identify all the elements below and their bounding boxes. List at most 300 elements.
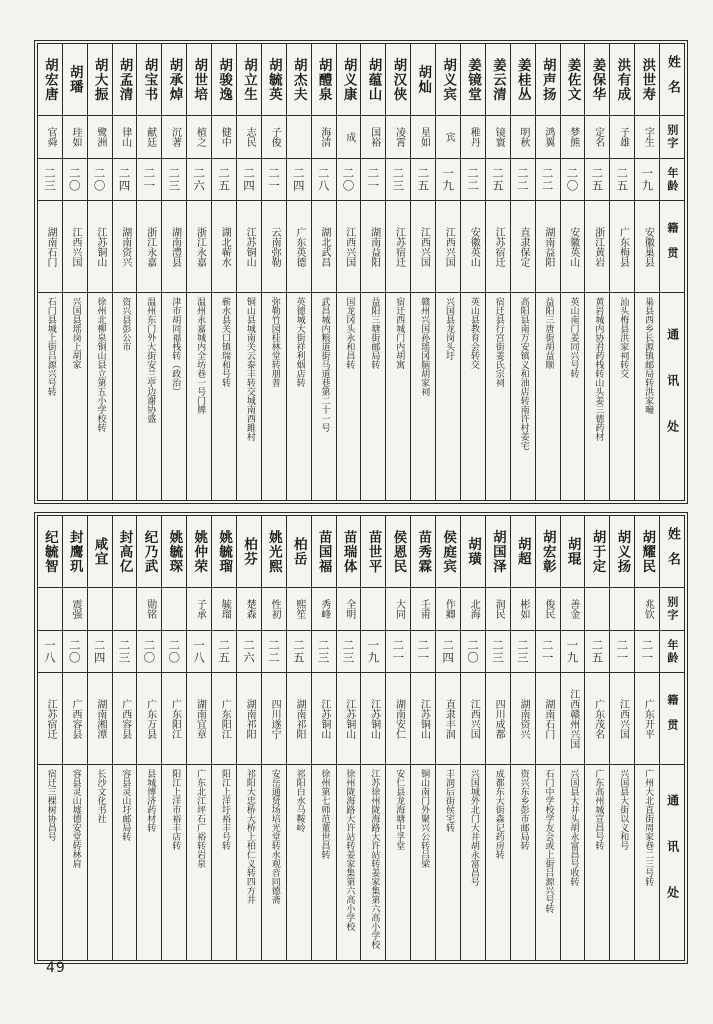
directory-entry-column — [609, 516, 634, 960]
entry-byname: 鹭洲 — [88, 116, 112, 159]
entry-name: 姚毓琛 — [162, 516, 186, 588]
entry-native: 湖北武昌 — [312, 201, 336, 293]
entry-name: 胡毓英 — [262, 44, 286, 116]
entry-name: 姚仲荣 — [187, 516, 211, 588]
entry-address: 铜山县城南关云泰丰转交城南西雎村 — [244, 297, 255, 441]
entry-address: 广东北江坪石广裕转岩泉 — [195, 769, 206, 868]
entry-name: 苗瑞体 — [337, 516, 361, 588]
entry-address: 国龙冈头永和昌转 — [344, 297, 355, 369]
entry-age: 二五 — [486, 159, 510, 201]
entry-native: 浙江黄岩 — [585, 201, 609, 293]
entry-native: 湖南石门 — [38, 201, 62, 293]
entry-name: 姜保华 — [585, 44, 609, 116]
entry-name: 胡大振 — [88, 44, 112, 116]
entry-byname: 震强 — [63, 588, 87, 631]
entry-native: 广东开平 — [635, 673, 659, 765]
entry-name: 胡灿 — [411, 44, 435, 116]
entry-age: 二〇 — [162, 631, 186, 673]
entry-name: 胡世培 — [187, 44, 211, 116]
entry-native: 云南弥勒 — [262, 201, 286, 293]
entry-name: 姜云清 — [486, 44, 510, 116]
entry-byname: 润民 — [486, 588, 510, 631]
entry-byname: 彬如 — [511, 588, 535, 631]
entry-age: 二五 — [287, 631, 311, 673]
entry-native: 湖南澧县 — [162, 201, 186, 293]
entry-age: 二五 — [610, 159, 634, 201]
entry-byname: 健中 — [212, 116, 236, 159]
entry-native: 直隶保定 — [511, 201, 535, 293]
directory-entry-column — [161, 516, 186, 960]
entry-byname: 植之 — [187, 116, 211, 159]
header-byname-label: 别字 — [660, 116, 684, 159]
entry-address: 兴国城外北门大井胡永富昌号 — [468, 769, 479, 886]
entry-native: 直隶丰润 — [436, 673, 460, 765]
entry-name: 咸宜 — [88, 516, 112, 588]
entry-byname — [361, 588, 385, 631]
entry-address: 宿迁西城门内胡寓 — [394, 297, 405, 369]
directory-entry-column — [385, 516, 410, 960]
directory-entry-column — [87, 516, 112, 960]
entry-byname: 熙笙 — [287, 588, 311, 631]
entry-byname: 沉著 — [162, 116, 186, 159]
entry-address: 江苏徐州陇海路大许站转姜家集第六高小学校 — [369, 769, 380, 949]
directory-entry-column — [211, 44, 236, 500]
entry-name: 胡义康 — [337, 44, 361, 116]
entry-byname: 北海 — [461, 588, 485, 631]
entry-address: 兴国县瑶岗上胡家 — [70, 297, 81, 369]
entry-age: 二一 — [386, 631, 410, 673]
header-native-label: 籍贯 — [660, 201, 684, 293]
entry-native: 浙江永嘉 — [137, 201, 161, 293]
entry-byname: 子雄 — [610, 116, 634, 159]
entry-address: 兴国县龙岗头圩 — [443, 297, 454, 360]
entry-native: 江苏宿迁 — [486, 201, 510, 293]
entry-address: 阳江上洋圩裕丰号转 — [219, 769, 230, 850]
entry-native: 江苏铜山 — [361, 673, 385, 765]
header-address-label: 通讯处 — [665, 327, 680, 466]
entry-age: 二一 — [536, 631, 560, 673]
entry-native: 广西容县 — [63, 673, 87, 765]
entry-native: 江苏铜山 — [411, 673, 435, 765]
directory-entry-column — [584, 516, 609, 960]
entry-age: 二三 — [337, 631, 361, 673]
entry-name: 胡宏唐 — [38, 44, 62, 116]
table-header-column — [659, 516, 684, 960]
entry-name: 胡宏彰 — [536, 516, 560, 588]
entry-name: 胡义扬 — [610, 516, 634, 588]
entry-address: 汕头梅县洪家祠转交 — [618, 297, 629, 378]
directory-entry-column — [560, 44, 585, 500]
directory-entry-column — [311, 44, 336, 500]
entry-byname: 俊民 — [536, 588, 560, 631]
directory-entry-column — [609, 44, 634, 500]
entry-age: 二六 — [187, 159, 211, 201]
entry-byname: 子俊 — [262, 116, 286, 159]
entry-name: 胡璜 — [461, 516, 485, 588]
entry-address: 安岳通贤场培光堂转水观音同德斋 — [269, 769, 280, 904]
directory-entry-column — [535, 44, 560, 500]
directory-entry-column — [360, 516, 385, 960]
entry-native: 湖北蕲水 — [212, 201, 236, 293]
entry-address: 温州东门外大街安兰亭边谢协盛 — [145, 297, 156, 423]
entry-address: 徐州第七师范董世昌转 — [319, 769, 330, 859]
entry-name: 姚光熙 — [262, 516, 286, 588]
entry-age: 一九 — [361, 631, 385, 673]
entry-name: 柏岳 — [287, 516, 311, 588]
entry-address: 铜山南门外聚兴公转吕梁 — [419, 769, 430, 868]
entry-age: 二三 — [38, 159, 62, 201]
entry-address: 长沙文化书社 — [95, 769, 106, 823]
entry-address: 英山县教育会转交 — [468, 297, 479, 369]
directory-entry-column — [211, 516, 236, 960]
entry-age: 二三 — [113, 631, 137, 673]
entry-byname: 兆钦 — [635, 588, 659, 631]
entry-address: 温州永嘉城内全坊巷一号门牌 — [195, 297, 206, 414]
entry-age: 二五 — [212, 159, 236, 201]
entry-address: 县城博济药材转 — [145, 769, 156, 832]
entry-byname: 梦熊 — [561, 116, 585, 159]
entry-name: 苗国福 — [312, 516, 336, 588]
directory-entry-column — [62, 516, 87, 960]
entry-name: 姜佐文 — [561, 44, 585, 116]
entry-address: 益阳三塘街邮局转 — [369, 297, 380, 369]
entry-native: 广东阳江 — [212, 673, 236, 765]
entry-byname: 毓瑠 — [212, 588, 236, 631]
entry-name: 纪乃武 — [137, 516, 161, 588]
directory-entry-column — [435, 44, 460, 500]
entry-byname: 定名 — [585, 116, 609, 159]
entry-native: 江西兴国 — [411, 201, 435, 293]
entry-native: 湖南资兴 — [113, 201, 137, 293]
entry-age: 二一 — [137, 159, 161, 201]
entry-native: 四川遂宁 — [262, 673, 286, 765]
entry-address: 徐州陇海路大许站转姜家集第六高小学校 — [344, 769, 355, 931]
entry-native: 安徽英山 — [461, 201, 485, 293]
entry-age: 二〇 — [88, 159, 112, 201]
entry-byname: 全明 — [337, 588, 361, 631]
entry-native: 安徽巢县 — [635, 201, 659, 293]
entry-address: 资兴县彭公市 — [120, 297, 131, 351]
entry-name: 胡耀民 — [635, 516, 659, 588]
entry-age: 二一 — [610, 631, 634, 673]
entry-address: 宿迁县行宫街姜氏宗祠 — [493, 297, 504, 387]
entry-address: 高阳县南万安镇义和油店转南许村姜宅 — [518, 297, 529, 450]
entry-native: 广东万县 — [137, 673, 161, 765]
directory-entry-column — [87, 44, 112, 500]
directory-entry-column — [261, 516, 286, 960]
directory-table-bottom — [34, 512, 688, 964]
entry-byname: 秀峰 — [312, 588, 336, 631]
entry-age: 一九 — [436, 159, 460, 201]
entry-native: 湖南祁阳 — [237, 673, 261, 765]
entry-age: 二〇 — [461, 631, 485, 673]
entry-age: 二六 — [237, 631, 261, 673]
directory-entry-column — [38, 44, 62, 500]
directory-entry-column — [535, 516, 560, 960]
directory-entry-column — [510, 516, 535, 960]
directory-entry-column — [336, 516, 361, 960]
directory-entry-column — [460, 44, 485, 500]
entry-name: 胡声扬 — [536, 44, 560, 116]
entry-age: 二二 — [262, 631, 286, 673]
entry-native: 江西兴国 — [337, 201, 361, 293]
entry-byname: 宾 — [436, 116, 460, 159]
entry-native: 江西兴国 — [63, 201, 87, 293]
entry-name: 胡醴泉 — [312, 44, 336, 116]
entry-name: 胡璠 — [63, 44, 87, 116]
entry-age: 二一 — [361, 159, 385, 201]
entry-address: 容县灵山圩邮局转 — [120, 769, 131, 841]
entry-name: 柏芬 — [237, 516, 261, 588]
entry-address: 黄岩城内协君药栈转山头姜三德药材 — [593, 297, 604, 441]
directory-entry-column — [286, 516, 311, 960]
entry-byname: 子承 — [187, 588, 211, 631]
entry-byname: 勋铭 — [137, 588, 161, 631]
entry-native: 广东茂名 — [585, 673, 609, 765]
entry-name: 胡立生 — [237, 44, 261, 116]
entry-name: 胡孟清 — [113, 44, 137, 116]
directory-entry-column — [410, 516, 435, 960]
entry-age: 一九 — [561, 631, 585, 673]
entry-address: 祁阳大忠桥大桥上柏仁义转四方井 — [244, 769, 255, 904]
entry-age: 二〇 — [63, 159, 87, 201]
entry-address: 容县灵山墟德安堂转林肩 — [70, 769, 81, 868]
entry-name: 胡承焯 — [162, 44, 186, 116]
entry-byname — [610, 588, 634, 631]
entry-age: 二四 — [287, 159, 311, 201]
directory-table-bottom-grid — [37, 515, 685, 961]
directory-entry-column — [38, 516, 62, 960]
entry-age: 二四 — [436, 631, 460, 673]
entry-byname: 稚丹 — [461, 116, 485, 159]
entry-native: 广东梅县 — [610, 201, 634, 293]
entry-age: 二三 — [312, 631, 336, 673]
entry-byname — [162, 588, 186, 631]
entry-native: 湖南安仁 — [386, 673, 410, 765]
entry-name: 胡蕴山 — [361, 44, 385, 116]
entry-age: 二二 — [511, 159, 535, 201]
entry-age: 二二 — [461, 159, 485, 201]
entry-age: 一九 — [635, 159, 659, 201]
directory-entry-column — [62, 44, 87, 500]
entry-byname — [287, 116, 311, 159]
entry-native: 广东阳江 — [162, 673, 186, 765]
entry-name: 胡杰夫 — [287, 44, 311, 116]
entry-byname: 国裕 — [361, 116, 385, 159]
entry-byname: 性初 — [262, 588, 286, 631]
entry-address: 石门县城上街吕源兴号转 — [45, 297, 56, 396]
entry-address: 宿迁三棵树协昌号 — [45, 769, 56, 841]
directory-entry-column — [634, 516, 659, 960]
directory-entry-column — [410, 44, 435, 500]
entry-native: 江西兴国 — [610, 673, 634, 765]
directory-entry-column — [311, 516, 336, 960]
entry-age: 二四 — [113, 159, 137, 201]
entry-name: 洪世寿 — [635, 44, 659, 116]
entry-address: 丰润后街侯宅转 — [443, 769, 454, 832]
entry-byname: 壬甫 — [411, 588, 435, 631]
directory-entry-column — [136, 44, 161, 500]
entry-name: 胡汉侠 — [386, 44, 410, 116]
entry-name: 胡于定 — [585, 516, 609, 588]
entry-byname — [38, 588, 62, 631]
entry-address: 广州大北直街周家巷二三号转 — [643, 769, 654, 886]
entry-name: 胡义宾 — [436, 44, 460, 116]
entry-native: 江苏铜山 — [337, 673, 361, 765]
entry-age: 一八 — [38, 631, 62, 673]
entry-address: 武昌城内粮道街马道巷第二十一号 — [319, 297, 330, 432]
entry-byname — [113, 588, 137, 631]
header-name-label: 姓名 — [660, 516, 684, 588]
entry-age: 二一 — [411, 631, 435, 673]
entry-address: 徐州北柳泉铜山县立第五小学校转 — [95, 297, 106, 432]
entry-byname: 镜寰 — [486, 116, 510, 159]
entry-age: 二〇 — [337, 159, 361, 201]
directory-table-top — [34, 40, 688, 504]
entry-address: 安仁县龙海塘中孚堂 — [394, 769, 405, 850]
entry-address: 英德城大街祥利烟店转 — [294, 297, 305, 387]
entry-native: 湖南益阳 — [536, 201, 560, 293]
directory-entry-column — [485, 44, 510, 500]
directory-entry-column — [286, 44, 311, 500]
header-address-label: 通讯处 — [665, 793, 680, 932]
directory-entry-column — [236, 44, 261, 500]
entry-name: 胡国泽 — [486, 516, 510, 588]
entry-native: 湖南宜章 — [187, 673, 211, 765]
directory-entry-column — [336, 44, 361, 500]
entry-age: 二八 — [312, 159, 336, 201]
directory-entry-column — [584, 44, 609, 500]
entry-native: 江苏宿迁 — [386, 201, 410, 293]
entry-name: 姜镜堂 — [461, 44, 485, 116]
directory-entry-column — [136, 516, 161, 960]
entry-name: 洪有成 — [610, 44, 634, 116]
entry-byname: 志民 — [237, 116, 261, 159]
entry-name: 封鹰玑 — [63, 516, 87, 588]
entry-byname: 律山 — [113, 116, 137, 159]
entry-address: 弥勒竹园桂林堂转朋普 — [269, 297, 280, 387]
entry-byname: 作卿 — [436, 588, 460, 631]
directory-entry-column — [560, 516, 585, 960]
entry-byname: 楚森 — [237, 588, 261, 631]
entry-age: 二〇 — [137, 631, 161, 673]
entry-address: 成都东大街森记药房转 — [493, 769, 504, 859]
entry-address: 阳江上洋市裕丰店转 — [170, 769, 181, 850]
entry-native: 湖南湘潭 — [88, 673, 112, 765]
entry-age: 二五 — [411, 159, 435, 201]
entry-native: 湖南资兴 — [511, 673, 535, 765]
directory-entry-column — [112, 44, 137, 500]
entry-address: 英山南门姜同兴号转 — [568, 297, 579, 378]
entry-name: 姜桂丛 — [511, 44, 535, 116]
entry-address: 兴国县大井头胡永富昌号收转 — [568, 769, 579, 886]
header-age-label: 年龄 — [660, 631, 684, 673]
entry-age: 二〇 — [561, 159, 585, 201]
entry-age: 二三 — [386, 159, 410, 201]
entry-byname: 字生 — [635, 116, 659, 159]
directory-entry-column — [385, 44, 410, 500]
entry-name: 侯庭宾 — [436, 516, 460, 588]
entry-address: 赣州兴国孙瑶冈脑胡家祠 — [419, 297, 430, 396]
entry-byname: 成 — [337, 116, 361, 159]
entry-native: 江苏铜山 — [237, 201, 261, 293]
entry-age: 二四 — [237, 159, 261, 201]
entry-native: 湖南石门 — [536, 673, 560, 765]
entry-name: 胡琨 — [561, 516, 585, 588]
entry-native: 广东英德 — [287, 201, 311, 293]
directory-entry-column — [485, 516, 510, 960]
entry-address: 津市胡同福栈转（政治） — [170, 297, 181, 396]
table-header-column — [659, 44, 684, 500]
entry-byname: 凌霄 — [386, 116, 410, 159]
entry-address: 广东高州城宣昌号转 — [593, 769, 604, 850]
entry-native: 江苏铜山 — [88, 201, 112, 293]
entry-address: 资兴东乡彭市邮局转 — [518, 769, 529, 850]
directory-entry-column — [634, 44, 659, 500]
entry-age: 二三 — [511, 631, 535, 673]
entry-name: 封高亿 — [113, 516, 137, 588]
page-number: 49 — [46, 960, 66, 976]
entry-age: 二三 — [486, 631, 510, 673]
directory-entry-column — [510, 44, 535, 500]
entry-address: 蕲水县关口镇瑞和号转 — [219, 297, 230, 387]
entry-name: 胡宝书 — [137, 44, 161, 116]
header-age-label: 年龄 — [660, 159, 684, 201]
directory-entry-column — [360, 44, 385, 500]
entry-byname: 官舜 — [38, 116, 62, 159]
header-name-label: 姓名 — [660, 44, 684, 116]
entry-name: 胡骏逸 — [212, 44, 236, 116]
directory-entry-column — [186, 44, 211, 500]
entry-age: 二五 — [212, 631, 236, 673]
entry-native: 湖南益阳 — [361, 201, 385, 293]
entry-address: 益阳三唐街胡益顺 — [543, 297, 554, 369]
entry-name: 胡超 — [511, 516, 535, 588]
entry-address: 祁阳白水马鞍岭 — [294, 769, 305, 832]
entry-native: 江西兴国 — [461, 673, 485, 765]
entry-age: 二一 — [635, 631, 659, 673]
entry-byname: 珪如 — [63, 116, 87, 159]
entry-age: 一八 — [187, 631, 211, 673]
entry-age: 二四 — [88, 631, 112, 673]
entry-byname: 大同 — [386, 588, 410, 631]
entry-native: 广西容县 — [113, 673, 137, 765]
directory-entry-column — [261, 44, 286, 500]
entry-age: 二五 — [585, 631, 609, 673]
entry-byname — [88, 588, 112, 631]
directory-entry-column — [161, 44, 186, 500]
header-byname-label: 别字 — [660, 588, 684, 631]
entry-name: 苗世平 — [361, 516, 385, 588]
entry-age: 二二 — [536, 159, 560, 201]
directory-entry-column — [186, 516, 211, 960]
entry-byname: 星如 — [411, 116, 435, 159]
directory-entry-column — [460, 516, 485, 960]
directory-entry-column — [236, 516, 261, 960]
entry-native: 四川成都 — [486, 673, 510, 765]
entry-byname — [585, 588, 609, 631]
entry-age: 二一 — [262, 159, 286, 201]
entry-native: 江苏铜山 — [312, 673, 336, 765]
entry-native: 江西赣州兴国 — [561, 673, 585, 765]
entry-byname: 善金 — [561, 588, 585, 631]
entry-name: 姚毓瑠 — [212, 516, 236, 588]
entry-age: 二三 — [162, 159, 186, 201]
entry-name: 侯恩民 — [386, 516, 410, 588]
directory-entry-column — [435, 516, 460, 960]
entry-native: 江西兴国 — [436, 201, 460, 293]
entry-age: 二〇 — [63, 631, 87, 673]
